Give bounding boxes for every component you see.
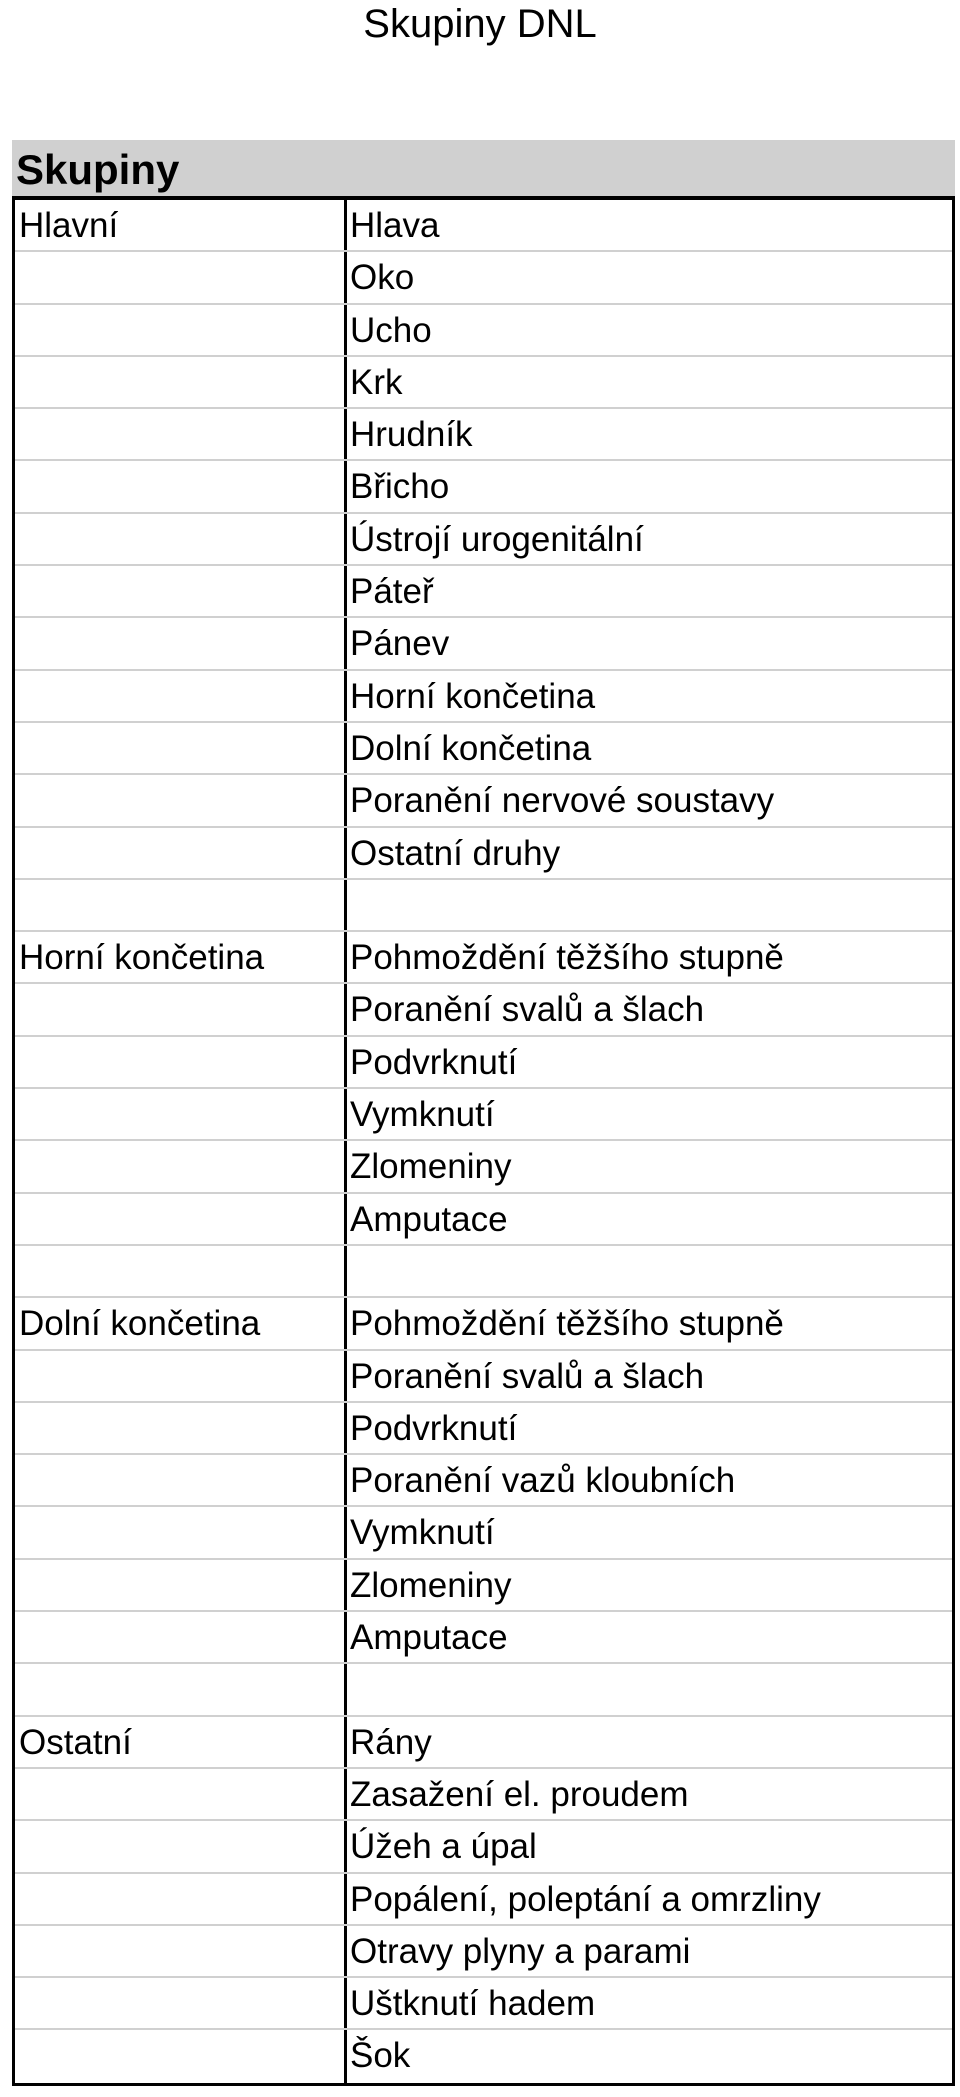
- table-row: [15, 1351, 952, 1403]
- item-cell: Pánev: [350, 624, 450, 664]
- item-cell: Dolní končetina: [350, 728, 592, 768]
- table-row: [15, 1298, 952, 1350]
- item-cell: Horní končetina: [350, 676, 596, 716]
- group-cell: [15, 252, 340, 302]
- group-cell: [15, 1612, 340, 1662]
- group-cell: [15, 1978, 340, 2028]
- item-cell: Pohmoždění těžšího stupně: [350, 938, 784, 978]
- group-cell: [15, 1403, 340, 1453]
- item-cell: Amputace: [350, 1199, 508, 1239]
- table-row: [15, 200, 952, 252]
- group-cell: [15, 566, 340, 616]
- item-cell: Ústrojí urogenitální: [350, 519, 644, 559]
- group-cell: [15, 514, 340, 564]
- group-cell: [15, 1560, 340, 1610]
- table-row: [15, 409, 952, 461]
- group-cell: [15, 1037, 340, 1087]
- table-row: [15, 1717, 952, 1769]
- table-row: [15, 1560, 952, 1612]
- group-cell: [15, 1455, 340, 1505]
- table-header: [12, 140, 955, 200]
- table-header-label: Skupiny: [16, 146, 180, 193]
- table-row: [15, 1978, 952, 2030]
- item-cell: Poranění vazů kloubních: [350, 1461, 736, 1501]
- item-cell: Podvrknutí: [350, 1042, 518, 1082]
- table-row: [15, 252, 952, 304]
- item-cell: Poranění svalů a šlach: [350, 1356, 705, 1396]
- group-cell: [15, 1926, 340, 1976]
- group-cell: [15, 1089, 340, 1139]
- group-cell: [15, 1664, 340, 1714]
- table-row: [15, 514, 952, 566]
- table-row: [15, 618, 952, 670]
- table-body: [12, 200, 955, 2086]
- group-cell: [15, 305, 340, 355]
- group-cell: [15, 671, 340, 721]
- table-row: [15, 671, 952, 723]
- group-cell: [15, 775, 340, 825]
- table-row: [15, 305, 952, 357]
- table-row: [15, 775, 952, 827]
- groups-table: [12, 140, 955, 2086]
- table-row: [15, 1246, 952, 1298]
- group-cell: [15, 357, 340, 407]
- table-row: [15, 1455, 952, 1507]
- table-row: [15, 1507, 952, 1559]
- item-cell: Zlomeniny: [350, 1565, 512, 1605]
- item-cell: Úžeh a úpal: [350, 1827, 537, 1867]
- table-row: [15, 461, 952, 513]
- group-cell: [15, 1351, 340, 1401]
- table-row: [15, 1664, 952, 1716]
- page-title: Skupiny DNL: [363, 2, 597, 46]
- group-cell: [15, 1769, 340, 1819]
- group-cell: [15, 984, 340, 1034]
- item-cell: Vymknutí: [350, 1095, 495, 1135]
- table-row: [15, 566, 952, 618]
- table-row: [15, 2030, 952, 2082]
- item-cell: Vymknutí: [350, 1513, 495, 1553]
- table-row: [15, 1874, 952, 1926]
- table-row: [15, 880, 952, 932]
- table-row: [15, 1141, 952, 1193]
- group-cell: Hlavní: [19, 206, 119, 245]
- item-cell: Podvrknutí: [350, 1408, 518, 1448]
- table-row: [15, 723, 952, 775]
- table-row: [15, 1769, 952, 1821]
- item-cell: Zasažení el. proudem: [350, 1774, 689, 1814]
- item-cell: Krk: [350, 362, 403, 402]
- item-cell: [340, 1246, 952, 1296]
- group-cell: Ostatní: [19, 1722, 132, 1762]
- table-row: [15, 932, 952, 984]
- item-cell: [340, 880, 952, 930]
- group-cell: [15, 409, 340, 459]
- item-cell: [340, 1664, 952, 1714]
- group-cell: [15, 2030, 340, 2082]
- table-row: [15, 1089, 952, 1141]
- group-cell: [15, 1821, 340, 1871]
- group-cell: [15, 1507, 340, 1557]
- item-cell: Břicho: [350, 467, 450, 507]
- table-row: [15, 1612, 952, 1664]
- group-cell: Dolní končetina: [19, 1304, 261, 1344]
- table-row: [15, 357, 952, 409]
- item-cell: Oko: [350, 258, 415, 298]
- item-cell: Rány: [350, 1722, 432, 1762]
- item-cell: Pohmoždění těžšího stupně: [350, 1304, 784, 1344]
- table-row: [15, 1821, 952, 1873]
- item-cell: Ostatní druhy: [350, 833, 561, 873]
- group-cell: [15, 1194, 340, 1244]
- item-cell: Popálení, poleptání a omrzliny: [350, 1879, 821, 1919]
- item-cell: Zlomeniny: [350, 1147, 512, 1187]
- item-cell: Hrudník: [350, 415, 473, 455]
- group-cell: Horní končetina: [19, 938, 265, 978]
- table-row: [15, 1037, 952, 1089]
- group-cell: [15, 723, 340, 773]
- item-cell: Hlava: [350, 206, 440, 245]
- table-row: [15, 1194, 952, 1246]
- group-cell: [15, 1874, 340, 1924]
- item-cell: Poranění svalů a šlach: [350, 990, 705, 1030]
- group-cell: [15, 880, 340, 930]
- table-row: [15, 1403, 952, 1455]
- table-row: [15, 828, 952, 880]
- item-cell: Ucho: [350, 310, 432, 350]
- group-cell: [15, 1246, 340, 1296]
- item-cell: Amputace: [350, 1618, 508, 1658]
- item-cell: Šok: [350, 2036, 411, 2076]
- group-cell: [15, 1141, 340, 1191]
- item-cell: Páteř: [350, 572, 434, 612]
- group-cell: [15, 618, 340, 668]
- group-cell: [15, 461, 340, 511]
- table-row: [15, 1926, 952, 1978]
- item-cell: Otravy plyny a parami: [350, 1931, 691, 1971]
- group-cell: [15, 828, 340, 878]
- item-cell: Uštknutí hadem: [350, 1984, 596, 2024]
- table-row: [15, 984, 952, 1036]
- item-cell: Poranění nervové soustavy: [350, 781, 775, 821]
